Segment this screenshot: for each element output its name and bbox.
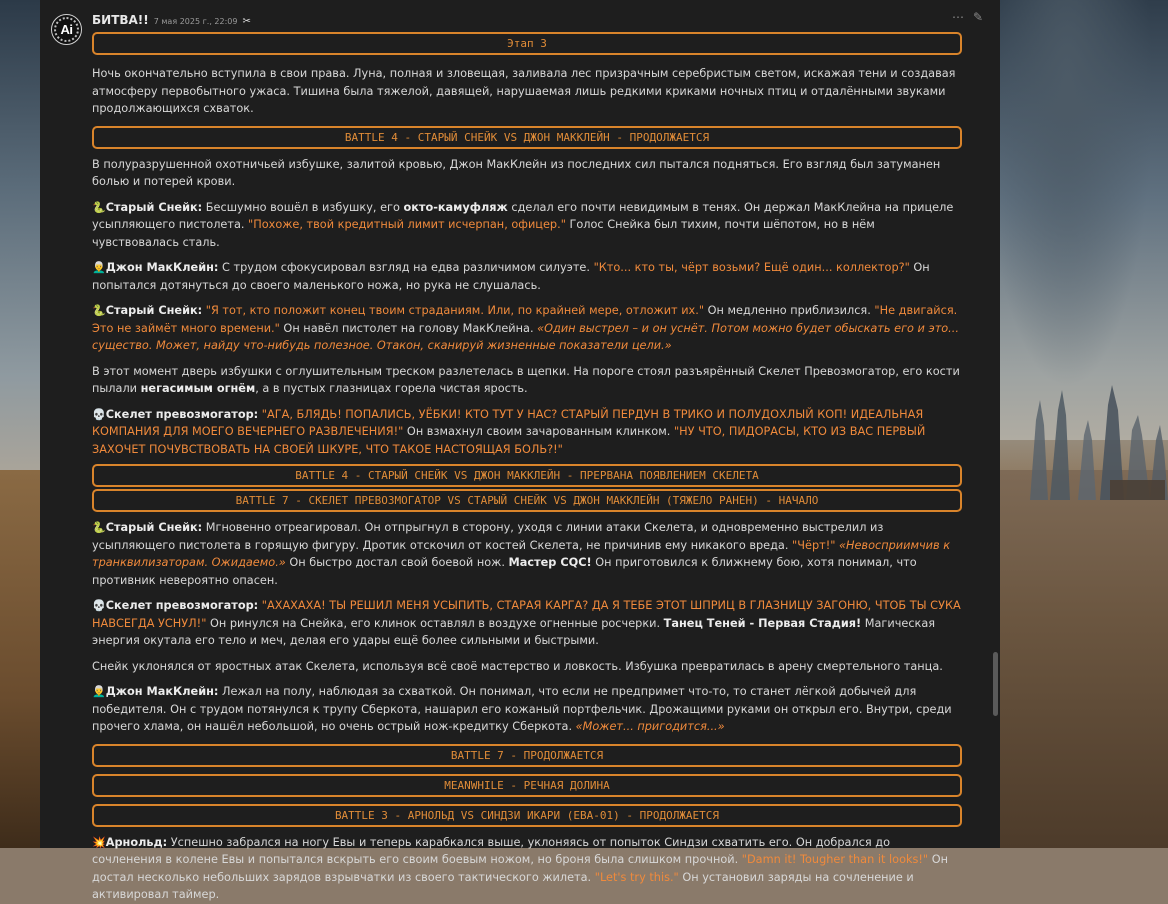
- text-span: С трудом сфокусировал взгляд на едва различимом силуэте.: [218, 261, 594, 274]
- inner-thought: «Может... пригодится...»: [575, 720, 725, 733]
- background-sky-right: [1000, 0, 1168, 440]
- section-banner: BATTLE 7 - СКЕЛЕТ ПРЕВОЗМОГАТОР VS СТАРЫЙ СНЕЙК VS ДЖОН МАККЛЕЙН (ТЯЖЕЛО РАНЕН) - НАЧАЛО: [92, 489, 962, 512]
- text-span: Он установил заряды на сочленение и активировал таймер.: [92, 870, 914, 901]
- dialogue-paragraph: [92, 834, 962, 904]
- explosion-icon: 💥: [92, 835, 106, 849]
- skull-icon: 💀: [92, 407, 106, 421]
- text-span: Мгновенно отреагировал. Он отпрыгнул в сторону, уходя с линии атаки Скелета, и одновременно выстрелил из усыпляющего пистолета в горящую фигуру. Дротик отскочил от костей Скелета, не причинив ему никакого вреда.: [92, 521, 884, 552]
- post-tools: [952, 10, 983, 24]
- bold-term: Мастер CQC!: [508, 556, 592, 569]
- scrollbar-thumb[interactable]: [993, 652, 998, 716]
- text-span: Лежал на полу, наблюдая за схваткой. Он понимал, что если не предпримет что-то, то станет лёгкой добычей для победителя. Он с трудом потянулся к трупу Сберкота, нашарил его кожаный портфельчик. Дрожащими руками он открыл его. Внутри, среди прочего хлама, он нашёл небольшой, но очень острый нож-кредитку Сберкота.: [92, 685, 952, 733]
- section-banner: MEANWHILE - РЕЧНАЯ ДОЛИНА: [92, 774, 962, 797]
- section-banner: BATTLE 7 - ПРОДОЛЖАЕТСЯ: [92, 744, 962, 767]
- narration-paragraph: [92, 363, 962, 398]
- speaker-name: Старый Снейк:: [105, 200, 203, 214]
- background-ground-right: [1000, 470, 1168, 848]
- author-name[interactable]: БИТВА!!: [92, 13, 149, 27]
- scrollbar-track[interactable]: [990, 0, 1000, 848]
- speaker-name: Старый Снейк:: [105, 521, 203, 534]
- speaker-name: Старый Снейк:: [105, 304, 203, 317]
- old-man-icon: 👨‍🦳: [92, 261, 106, 274]
- edit-pencil-icon[interactable]: ✎: [973, 10, 984, 24]
- text-span: Он достал несколько небольших зарядов взрывчатки из своего тактического жилета.: [92, 853, 949, 884]
- skull-icon: 💀: [92, 599, 106, 612]
- bold-term: Танец Теней - Первая Стадия!: [663, 616, 862, 630]
- quote: "АХАХАХА! ТЫ РЕШИЛ МЕНЯ УСЫПИТЬ, СТАРАЯ КАРГА? ДА Я ТЕБЕ ЭТОТ ШПРИЦ В ГЛАЗНИЦУ ЗАГОНЮ, ЧТОБ ТЫ СУКА НАВСЕГДА УСНУЛ!": [92, 599, 961, 630]
- snake-icon: 🐍: [92, 304, 106, 317]
- dialogue-paragraph: [92, 406, 962, 459]
- quote: "Не двигайся. Это не займёт много времени.": [92, 304, 958, 335]
- more-options-icon[interactable]: ⋯: [952, 10, 964, 24]
- text-span: В этот момент дверь избушки с оглушительным треском разлетелась в щепки. На пороге стоял разъярённый Скелет Превозмогатор, его кости пылали: [92, 364, 960, 395]
- quote: "Похоже, твой кредитный лимит исчерпан, офицер.": [248, 218, 566, 231]
- post-header: [92, 13, 251, 29]
- section-banner: BATTLE 4 - СТАРЫЙ СНЕЙК VS ДЖОН МАККЛЕЙН - ПРОДОЛЖАЕТСЯ: [92, 126, 962, 149]
- quote: "Let's try this.": [594, 870, 679, 884]
- text-span: Бесшумно вошёл в избушку, его: [202, 200, 404, 214]
- speaker-name: Джон МакКлейн:: [105, 261, 219, 274]
- inner-thought: «Один выстрел – и он уснёт. Потом можно будет обыскать его и это... существо. Может, найду что-нибудь полезное. Отакон, сканируй жизненные показатели цели.»: [92, 321, 959, 352]
- speaker-name: Скелет превозмогатор:: [105, 407, 259, 421]
- narration-paragraph: Ночь окончательно вступила в свои права. Луна, полная и зловещая, заливала лес призрачным серебристым светом, искажая тени и создавая атмосферу первобытного ужаса. Тишина была тяжелой, давящей, нарушаемая лишь редкими криками ночных птиц и отдалёнными звуками продолжающихся схваток.: [92, 67, 956, 115]
- dialogue-paragraph: [92, 519, 962, 589]
- avatar-logo-text: Ai: [60, 22, 73, 37]
- text-span: Голос Снейка был тихим, почти шёпотом, но в нём чувствовалась сталь.: [92, 218, 875, 249]
- bold-term: негасимым огнём: [140, 382, 256, 395]
- bold-term: окто-камуфляж: [403, 200, 508, 214]
- background-ground-left: [0, 470, 40, 848]
- quote: "Я тот, кто положит конец твоим страданиям. Или, по крайней мере, отложит их.": [202, 304, 705, 317]
- old-man-icon: 👨‍🦳: [92, 685, 106, 698]
- avatar[interactable]: [51, 14, 82, 45]
- snake-icon: 🐍: [92, 521, 106, 534]
- quote: "Чёрт!": [792, 538, 836, 552]
- text-span: Он приготовился к ближнему бою, хотя понимал, что противник невероятно опасен.: [92, 556, 917, 587]
- text-span: Он взмахнул своим зачарованным клинком.: [403, 425, 674, 438]
- text-span: Он медленно приблизился.: [704, 304, 875, 317]
- quote: "Damn it! Tougher than it looks!": [741, 853, 929, 866]
- post-timestamp[interactable]: 7 мая 2025 г., 22:09: [153, 17, 238, 26]
- section-banner: BATTLE 4 - СТАРЫЙ СНЕЙК VS ДЖОН МАККЛЕЙН - ПРЕРВАНА ПОЯВЛЕНИЕМ СКЕЛЕТА: [92, 464, 962, 487]
- text-span: Успешно забрался на ногу Евы и теперь карабкался выше, уклоняясь от попыток Синдзи схватить его. Он добрался до сочленения в колене Евы и попытался вскрыть его своим боевым ножом, но броня была слишком прочной.: [92, 835, 891, 866]
- text-span: Он навёл пистолет на голову МакКлейна.: [279, 321, 538, 335]
- speaker-name: Скелет превозмогатор:: [105, 599, 259, 612]
- dialogue-paragraph: [92, 683, 962, 736]
- quote: "НУ ЧТО, ПИДОРАСЫ, КТО ИЗ ВАС ПЕРВЫЙ ЗАХОЧЕТ ПОЧУВСТВОВАТЬ НА СВОЕЙ ШКУРЕ, ЧТО ТАКОЕ НАСТОЯЩАЯ БОЛЬ?!": [92, 425, 926, 456]
- text-span: Он быстро достал свой боевой нож.: [285, 556, 509, 569]
- speaker-name: Джон МакКлейн:: [105, 685, 219, 698]
- quote: "Кто... кто ты, чёрт возьми? Ещё один... коллектор?": [593, 261, 910, 274]
- text-span: Он попытался дотянуться до своего маленького ножа, но рука не слушалась.: [92, 261, 930, 292]
- inner-thought: «Невосприимчив к транквилизаторам. Ожидаемо.»: [92, 538, 951, 569]
- text-span: , а в пустых глазницах горела чистая ярость.: [255, 382, 528, 395]
- background-spires: [1000, 380, 1168, 500]
- text-span: Магическая энергия окутала его тело и меч, делая его удары ещё более сильными и быстрыми.: [92, 616, 936, 647]
- section-banner: BATTLE 3 - АРНОЛЬД VS СИНДЗИ ИКАРИ (ЕВА-01) - ПРОДОЛЖАЕТСЯ: [92, 804, 962, 827]
- text-span: сделал его почти невидимым в тенях. Он держал МакКлейна на прицеле усыпляющего пистолета.: [92, 200, 954, 231]
- snake-icon: 🐍: [92, 200, 106, 214]
- narration-paragraph: Снейк уклонялся от яростных атак Скелета, используя всё своё мастерство и ловкость. Избушка превратилась в арену смертельного танца.: [92, 659, 943, 673]
- narration-paragraph: В полуразрушенной охотничьей избушке, залитой кровью, Джон МакКлейн из последних сил пытался подняться. Его взгляд был затуманен болью и потерей крови.: [92, 157, 941, 188]
- flair-icon: ✂: [242, 16, 251, 27]
- dialogue-paragraph: [92, 199, 962, 252]
- section-banner: Этап 3: [92, 32, 962, 55]
- post-content: [92, 32, 962, 904]
- speaker-name: Арнольд:: [105, 835, 168, 849]
- dialogue-paragraph: [92, 302, 962, 355]
- text-span: Он ринулся на Снейка, его клинок оставлял в воздухе огненные росчерки.: [206, 616, 664, 630]
- dialogue-paragraph: [92, 259, 962, 294]
- dialogue-paragraph: [92, 597, 962, 650]
- background-sky-left: [0, 0, 40, 470]
- quote: "АГА, БЛЯДЬ! ПОПАЛИСЬ, УЁБКИ! КТО ТУТ У НАС? СТАРЫЙ ПЕРДУН В ТРИКО И ПОЛУДОХЛЫЙ КОП! ИДЕАЛЬНАЯ КОМПАНИЯ ДЛЯ МОЕГО ВЕЧЕРНЕГО РАЗВЛЕЧЕНИЯ!": [92, 407, 924, 438]
